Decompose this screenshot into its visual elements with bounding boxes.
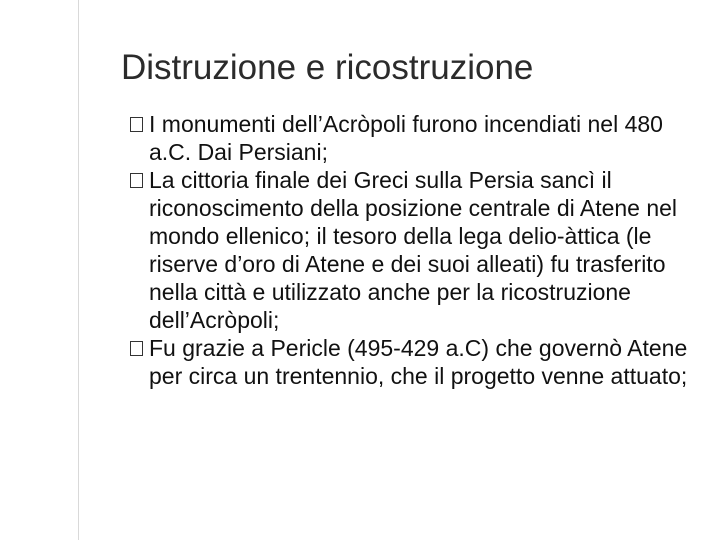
bullet-item: [130, 334, 705, 390]
left-margin-rule: [78, 0, 79, 540]
slide-title: Distruzione e ricostruzione: [121, 48, 534, 87]
bullet-item: [130, 110, 705, 166]
bullet-item: [130, 166, 705, 334]
missing-glyph-box-icon: [130, 117, 143, 132]
missing-glyph-box-icon: [130, 341, 143, 356]
bullet-text: Fu grazie a Pericle (495-429 a.C) che governò Atene per circa un trentennio, che il progetto venne attuato;: [149, 335, 688, 389]
bullet-text: La cittoria finale dei Greci sulla Persia sancì il riconoscimento della posizione centrale di Atene nel mondo ellenico; il tesoro della lega delio-àttica (le riserve d’oro di Atene e dei suoi alleati) fu trasferito nella città e utilizzato anche per la ricostruzione dell’Acròpoli;: [149, 167, 678, 333]
bullet-text: I monumenti dell’Acròpoli furono incendiati nel 480 a.C. Dai Persiani;: [149, 111, 663, 165]
bullet-list: [130, 110, 705, 390]
missing-glyph-box-icon: [130, 173, 143, 188]
